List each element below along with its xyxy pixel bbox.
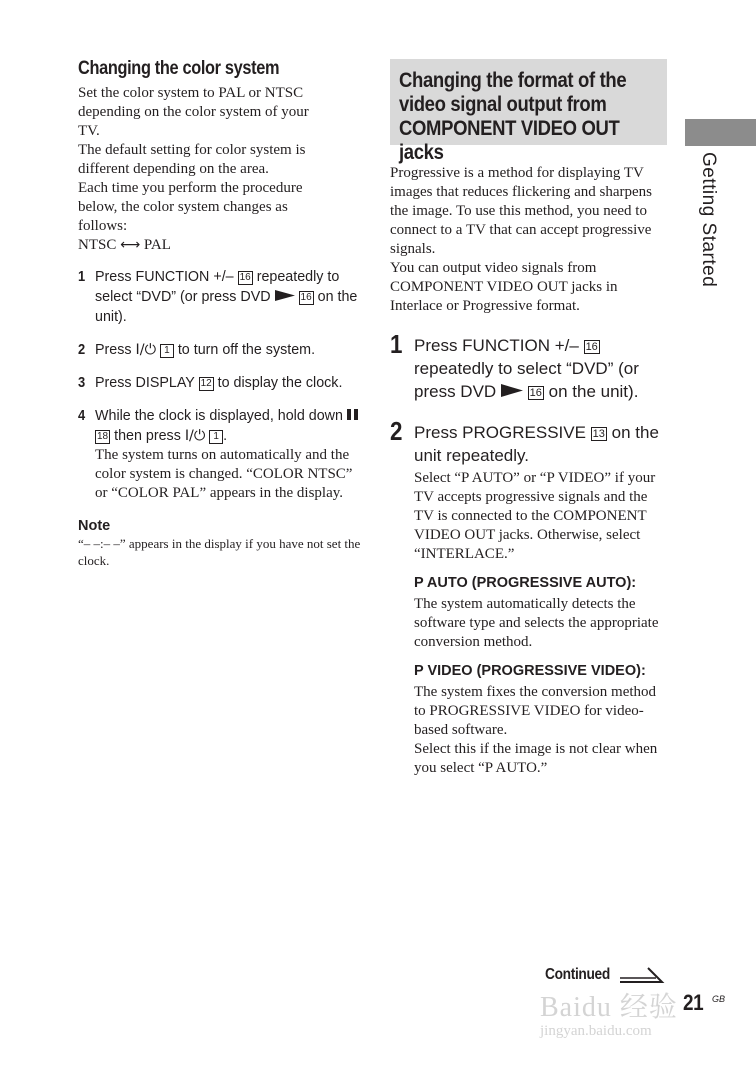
- right-column: [390, 164, 665, 778]
- note-text: “– –:– –” appears in the display if you have not set the clock.: [78, 536, 361, 568]
- p-video-text-2: Select this if the image is not clear when you select “P AUTO.”: [414, 741, 658, 776]
- button-ref-16: 16: [300, 292, 312, 303]
- page-suffix: GB: [712, 994, 726, 1004]
- power-icon: I/⏻: [135, 342, 156, 358]
- side-tab-bar: [685, 119, 756, 146]
- button-ref-1: 1: [160, 344, 174, 358]
- p-video-text: The system fixes the conversion method to PROGRESSIVE VIDEO for video-based software.: [414, 684, 657, 738]
- p-auto-heading: P AUTO (PROGRESSIVE AUTO):: [414, 575, 637, 591]
- step-4-description: The system turns on automatically and the color system is changed. “COLOR NTSC” or “COLOR PAL” appears in the display.: [95, 447, 353, 501]
- continued-label: Continued: [545, 966, 610, 983]
- watermark-logo: Baidu 经验: [540, 992, 678, 1023]
- button-ref-18: 18: [97, 431, 109, 442]
- steps-list: [78, 267, 363, 503]
- double-arrow-icon: ⟷: [120, 237, 141, 253]
- button-ref-12: 12: [200, 378, 212, 389]
- step-3: 3 Press DISPLAY 12 to display the clock.: [78, 374, 343, 391]
- p-auto-text: The system automatically detects the software type and selects the appropriate conversion method.: [414, 596, 659, 650]
- section-heading-video-format: Changing the format of the video signal output from COMPONENT VIDEO OUT jacks: [399, 68, 627, 164]
- button-ref-16: 16: [529, 387, 542, 399]
- progressive-intro: Progressive is a method for displaying TV images that reduces flickering and sharpens the image. To use this method, you need to connect to a TV that can accept progressive signals.: [390, 165, 652, 257]
- page-number: 21: [683, 990, 704, 1015]
- step-2-right: 2 Press PROGRESSIVE 13 on the unit repeatedly. Select “P AUTO” or “P VIDEO” if your TV accepts progressive signals and the TV is connected to the COMPONENT VIDEO OUT jacks. Otherwise, select “INTERLACE.” P AUTO (PROGRESSIVE AUTO): The system automatically detects the software type and selects the appropriate conversion method. P VIDEO (PROGRESSIVE VIDEO): The system fixes the conversion method to PROGRESSIVE VIDEO for video-based software. Select this if the image is not clear when you select “P AUTO.”: [390, 421, 665, 778]
- section-heading-color-system: Changing the color system: [78, 58, 280, 79]
- button-ref-13: 13: [592, 428, 605, 440]
- watermark-url: jingyan.baidu.com: [540, 1023, 652, 1039]
- continued-arrow-icon: [618, 963, 666, 985]
- left-column: [78, 58, 363, 569]
- step-2-description: Select “P AUTO” or “P VIDEO” if your TV accepts progressive signals and the TV is connected to the COMPONENT VIDEO OUT jacks. Otherwise, select “INTERLACE.”: [414, 470, 656, 562]
- intro-text: Set the color system to PAL or NTSC depending on the color system of your TV. The default setting for color system is different depending on the area. Each time you perform the procedure below, the color system changes as follows:: [78, 85, 309, 234]
- step-1: 1 Press FUNCTION +/– 16 repeatedly to select “DVD” (or press DVD 16 on the unit).: [78, 268, 358, 325]
- button-ref-16: 16: [585, 341, 598, 353]
- pause-icon: [347, 409, 359, 420]
- play-icon: [275, 290, 295, 301]
- play-icon: [501, 384, 523, 397]
- step-4: 4 While the clock is displayed, hold down 18 then press I/⏻ 1 . The system turns on automatically and the color system is changed. “COLOR NTSC” or “COLOR PAL” appears in the display.: [78, 406, 363, 503]
- note-heading: Note: [78, 518, 111, 534]
- section-heading-box: [390, 59, 667, 164]
- side-tab-label: Getting Started: [698, 152, 719, 288]
- p-video-heading: P VIDEO (PROGRESSIVE VIDEO):: [414, 663, 646, 679]
- step-1-right: 1 Press FUNCTION +/– 16 repeatedly to select “DVD” (or press DVD 16 on the unit).: [390, 329, 639, 401]
- color-cycle-line: NTSC ⟷ PAL: [78, 237, 171, 253]
- button-ref-16: 16: [239, 272, 251, 283]
- progressive-intro-2: You can output video signals from COMPONENT VIDEO OUT jacks in Interlace or Progressive format.: [390, 260, 618, 314]
- power-icon: I/⏻: [184, 428, 206, 444]
- step-2: 2 Press I/⏻ 1 to turn off the system.: [78, 341, 316, 358]
- button-ref-1: 1: [209, 430, 223, 444]
